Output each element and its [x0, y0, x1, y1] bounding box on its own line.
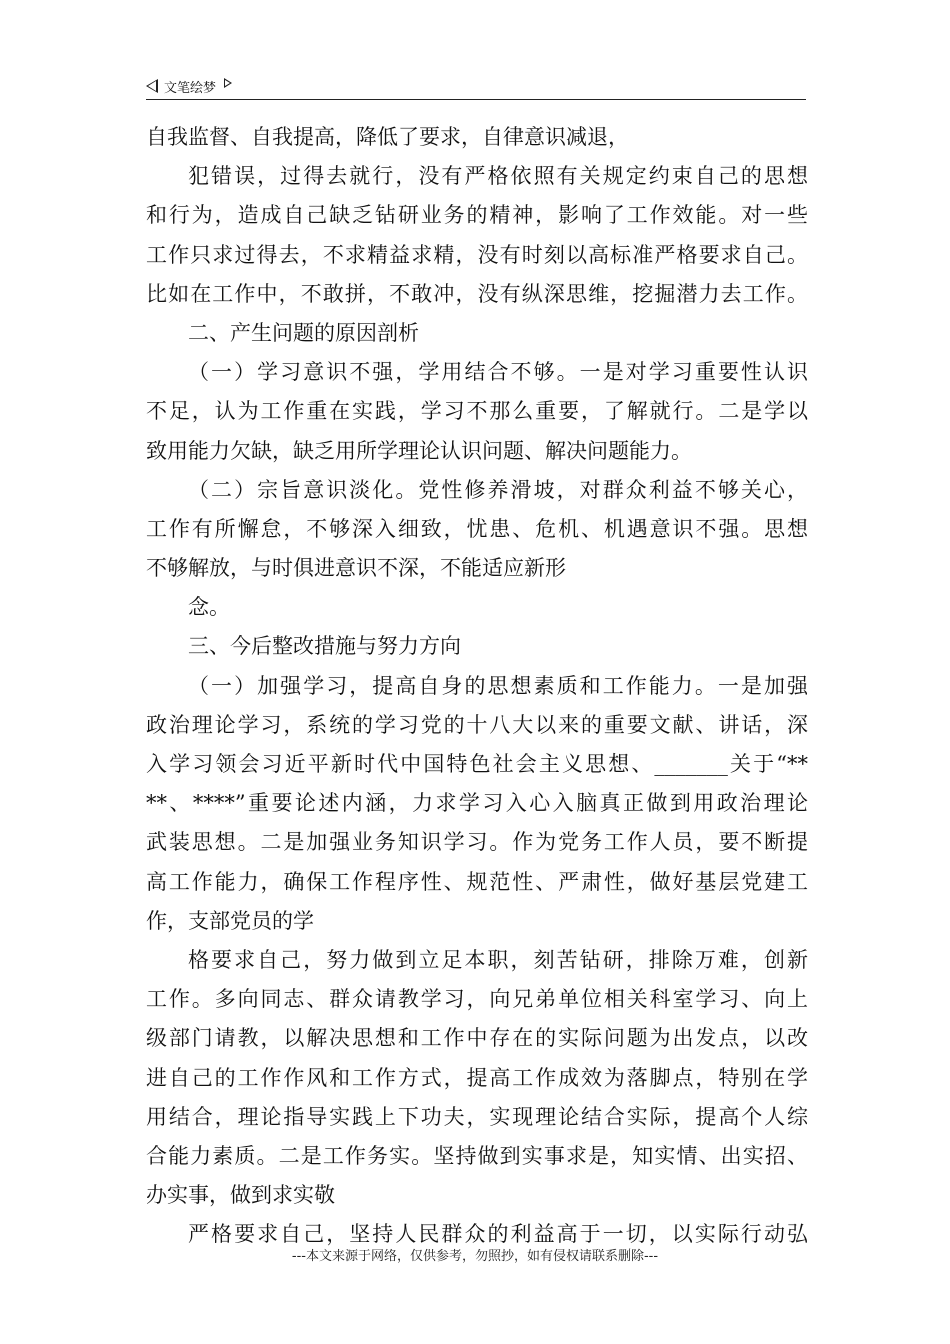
text-line: 进自己的工作作风和工作方式，提高工作成效为落脚点，特别在学: [146, 1065, 808, 1090]
text-line: （一）学习意识不强，学用结合不够。一是对学习重要性认识: [188, 360, 808, 385]
text-line: 致用能力欠缺，缺乏用所学理论认识问题、解决问题能力。: [146, 438, 692, 463]
text-line: 念。: [188, 595, 230, 620]
text-line: 比如在工作中，不敢拼，不敢冲，没有纵深思维，挖掘潜力去工作。: [146, 281, 808, 306]
text-line: 不足，认为工作重在实践，学习不那么重要，了解就行。二是学以: [146, 399, 808, 424]
text-line: **、****”重要论述内涵，力求学习入心入脑真正做到用政治理论: [146, 791, 808, 816]
header-rule: [146, 99, 806, 100]
text-line: 犯错误，过得去就行，没有严格依照有关规定约束自己的思想: [188, 164, 808, 189]
text-line: 严格要求自己，坚持人民群众的利益高于一切，以实际行动弘: [188, 1222, 808, 1247]
text-line: 工作只求过得去，不求精益求精，没有时刻以高标准严格要求自己。: [146, 242, 808, 267]
text-line: （一）加强学习，提高自身的思想素质和工作能力。一是加强: [188, 673, 808, 698]
text-line: 办实事，做到求实敬: [146, 1183, 335, 1208]
text-line: 工作有所懈怠，不够深入细致，忧患、危机、机遇意识不强。思想: [146, 516, 808, 541]
section-heading: 三、今后整改措施与努力方向: [188, 634, 461, 659]
text-line: 格要求自己，努力做到立足本职，刻苦钻研，排除万难，创新: [188, 947, 808, 972]
document-body: [146, 118, 808, 1254]
text-line: 作，支部党员的学: [146, 908, 314, 933]
text-line: 工作。多向同志、群众请教学习，向兄弟单位相关科室学习、向上: [146, 987, 808, 1012]
text-line: 合能力素质。二是工作务实。坚持做到实事求是，知实情、出实招、: [146, 1143, 808, 1168]
section-heading: 二、产生问题的原因剖析: [188, 320, 419, 345]
text-line: 高工作能力，确保工作程序性、规范性、严肃性，做好基层党建工: [146, 869, 808, 894]
text-line: 和行为，造成自己缺乏钻研业务的精神，影响了工作效能。对一些: [146, 203, 808, 228]
text-line: 不够解放，与时俱进意识不深，不能适应新形: [146, 556, 566, 581]
page-footer: ---本文来源于网络，仅供参考，勿照抄，如有侵权请联系删除---: [291, 1249, 659, 1264]
text-line: 政治理论学习，系统的学习党的十八大以来的重要文献、讲话，深: [146, 712, 808, 737]
text-line: 自我监督、自我提高，降低了要求，自律意识减退，: [146, 125, 629, 149]
text-line: 级部门请教，以解决思想和工作中存在的实际问题为出发点，以改: [146, 1026, 808, 1051]
text-line: 入学习领会习近平新时代中国特色社会主义思想、_______关于“**: [146, 752, 808, 776]
text-line: （二）宗旨意识淡化。党性修养滑坡，对群众利益不够关心，: [188, 477, 808, 502]
page-header: [146, 74, 806, 98]
right-triangle-icon: [224, 78, 232, 88]
header-title: 文笔绘梦: [164, 80, 217, 96]
text-line: 武装思想。二是加强业务知识学习。作为党务工作人员，要不断提: [146, 830, 808, 855]
text-line: 用结合，理论指导实践上下功夫，实现理论结合实际，提高个人综: [146, 1104, 808, 1129]
left-triangle-icon: [146, 79, 158, 93]
